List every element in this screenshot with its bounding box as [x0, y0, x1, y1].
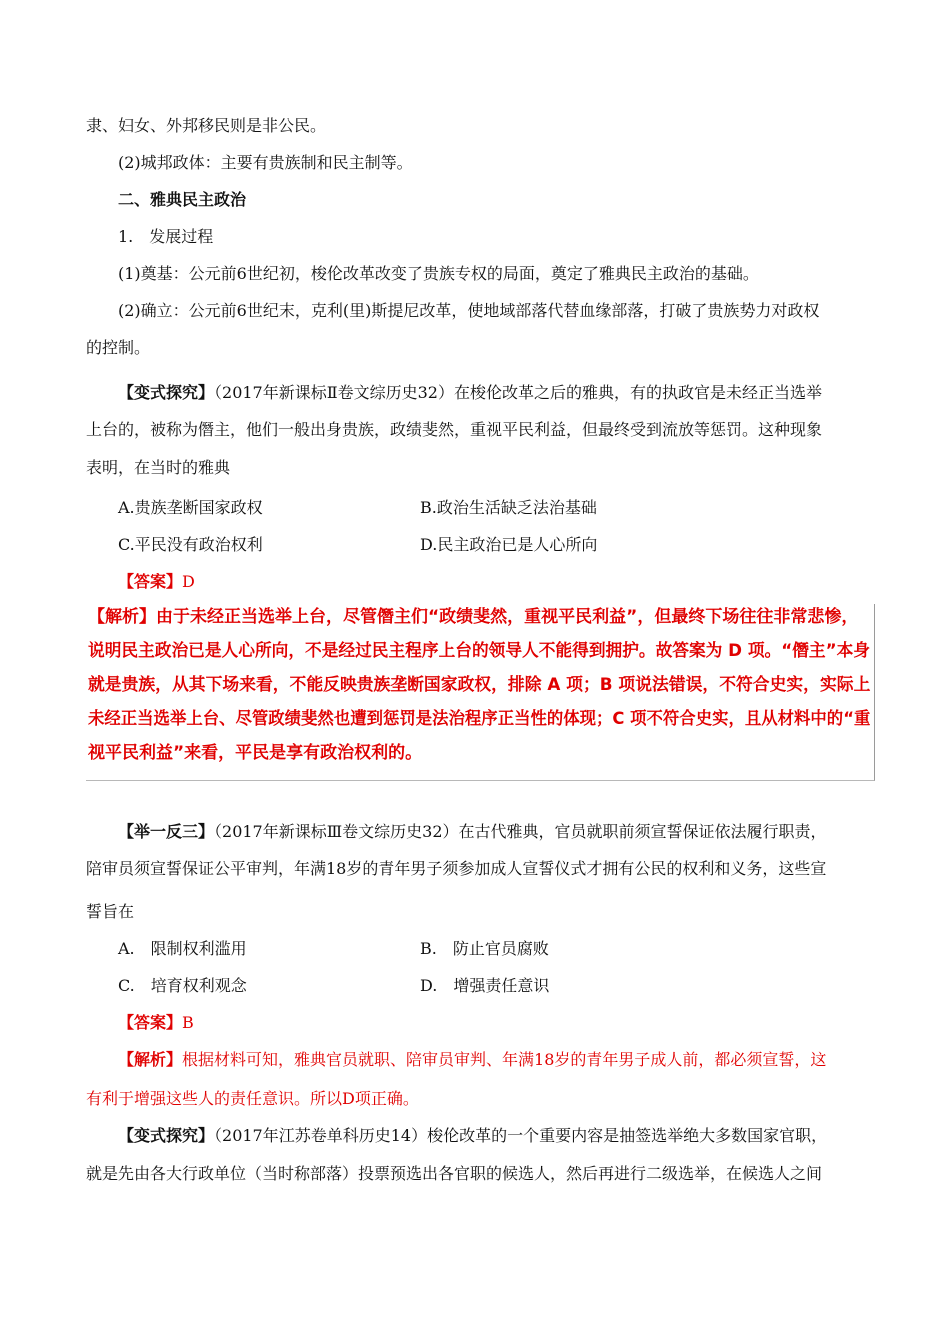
option-b: B. 防止官员腐败	[420, 939, 549, 958]
question-3-stem	[118, 1124, 827, 1148]
analysis-line-3: 就是贵族，从其下场来看，不能反映贵族垄断国家政权，排除 A 项；B 项说法错误，不符合史实，实际上	[88, 675, 871, 695]
option-c: C.平民没有政治权利	[118, 535, 263, 554]
question-tag: 【举一反三】	[118, 822, 215, 841]
question-text: （2017年江苏卷单科历史14）梭伦改革的一个重要内容是抽签选举绝大多数国家官职，	[214, 1126, 828, 1145]
answer-line	[118, 570, 195, 594]
analysis-line-1	[118, 1048, 826, 1072]
question-1-stem-line3: 表明，在当时的雅典	[86, 458, 231, 477]
analysis-text: 由于未经正当选举上台，尽管僭主们“政绩斐然，重视平民利益”，但最终下场往往非常悲惨，	[156, 607, 859, 627]
question-3-stem-line2: 就是先由各大行政单位（当时称部落）投票预选出各官职的候选人，然后再进行二级选举，在候选人之间	[86, 1164, 823, 1183]
question-1-stem	[118, 381, 822, 405]
answer-line	[118, 1011, 194, 1035]
answer-value: B	[182, 1013, 194, 1032]
analysis-line-2: 说明民主政治已是人心所向，不是经过民主程序上台的领导人不能得到拥护。故答案为 D 项。“僭主”本身	[88, 641, 870, 661]
question-text: （2017年新课标Ⅲ卷文综历史32）在古代雅典，官员就职前须宣誓保证依法履行职责，	[214, 822, 827, 841]
section-heading: 二、雅典民主政治	[118, 190, 247, 209]
option-b: B.政治生活缺乏法治基础	[420, 498, 597, 517]
option-d: D.民主政治已是人心所向	[420, 535, 598, 554]
subsection-heading: 1. 发展过程	[118, 227, 214, 246]
question-tag: 【变式探究】	[118, 1126, 215, 1145]
analysis-text: 根据材料可知，雅典官员就职、陪审员审判、年满18岁的青年男子成人前，都必须宣誓，这	[182, 1050, 827, 1069]
question-2-stem	[118, 820, 827, 844]
analysis-tag: 【解析】	[118, 1050, 183, 1069]
paragraph-continuation: 隶、妇女、外邦移民则是非公民。	[86, 116, 327, 135]
analysis-line-4: 未经正当选举上台、尽管政绩斐然也遭到惩罚是法治程序正当性的体现；C 项不符合史实，且从材料中的“重	[88, 709, 871, 729]
answer-tag: 【答案】	[118, 572, 183, 591]
question-tag: 【变式探究】	[118, 383, 215, 402]
answer-value: D	[182, 572, 195, 591]
analysis-line-1	[88, 604, 858, 630]
analysis-line-5: 视平民利益”来看，平民是享有政治权利的。	[88, 743, 423, 763]
question-2-stem-line2: 陪审员须宣誓保证公平审判，年满18岁的青年男子须参加成人宣誓仪式才拥有公民的权利和义务，这些宣	[86, 859, 827, 878]
paragraph-establishment: (2)确立：公元前6世纪末，克利(里)斯提尼改革，使地域部落代替血缘部落，打破了贵族势力对政权	[118, 301, 820, 320]
paragraph-foundation: (1)奠基：公元前6世纪初，梭伦改革改变了贵族专权的局面，奠定了雅典民主政治的基础。	[118, 264, 759, 283]
question-2-stem-line3: 誓旨在	[86, 902, 135, 921]
analysis-line-2: 有利于增强这些人的责任意识。所以D项正确。	[86, 1089, 419, 1108]
paragraph-establishment-cont: 的控制。	[86, 338, 151, 357]
option-d: D. 增强责任意识	[420, 976, 550, 995]
question-text: （2017年新课标Ⅱ卷文综历史32）在梭伦改革之后的雅典，有的执政官是未经正当选举	[214, 383, 822, 402]
option-c: C. 培育权利观念	[118, 976, 247, 995]
option-a: A. 限制权利滥用	[118, 939, 247, 958]
paragraph-city-state-polity: (2)城邦政体：主要有贵族制和民主制等。	[118, 153, 413, 172]
analysis-tag: 【解析】	[88, 607, 156, 627]
option-a: A.贵族垄断国家政权	[118, 498, 263, 517]
question-1-stem-line2: 上台的，被称为僭主，他们一般出身贵族，政绩斐然，重视平民利益，但最终受到流放等惩罚。这种现象	[86, 420, 823, 439]
analysis-box	[86, 604, 875, 781]
answer-tag: 【答案】	[118, 1013, 183, 1032]
